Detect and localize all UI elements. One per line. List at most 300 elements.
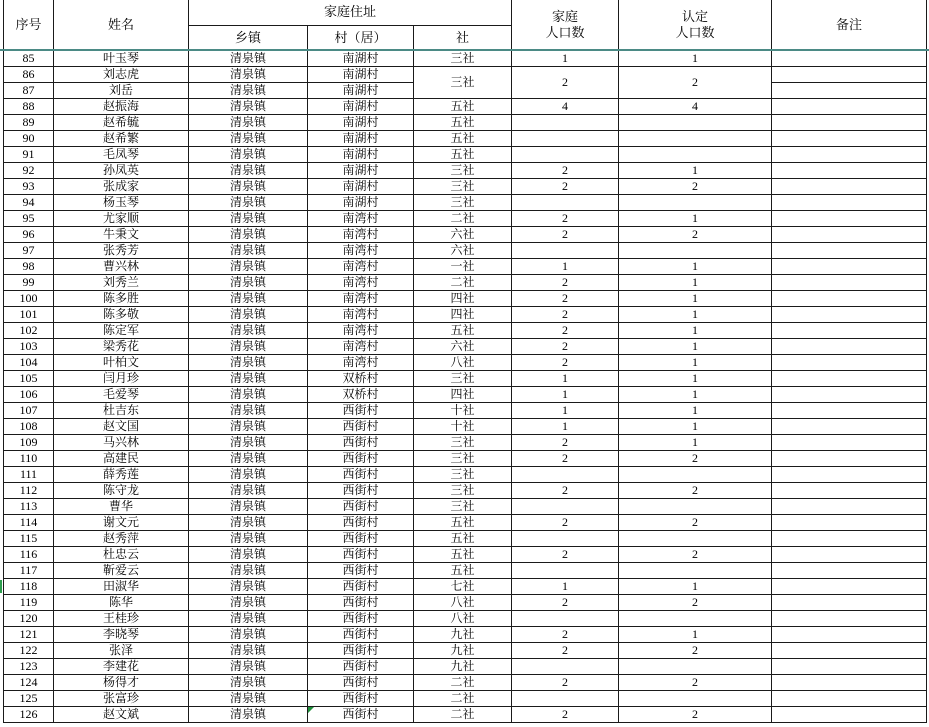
- cell-name[interactable]: 陈守龙: [54, 482, 189, 498]
- cell-serial-no[interactable]: 126: [4, 706, 54, 722]
- cell-serial-no[interactable]: 107: [4, 402, 54, 418]
- cell-household-size[interactable]: [512, 114, 619, 130]
- cell-name[interactable]: 叶玉琴: [54, 50, 189, 66]
- cell-serial-no[interactable]: 87: [4, 82, 54, 98]
- cell-village[interactable]: 西街村: [308, 434, 414, 450]
- cell-serial-no[interactable]: 108: [4, 418, 54, 434]
- cell-name[interactable]: 李建花: [54, 658, 189, 674]
- cell-certified-size[interactable]: [619, 130, 772, 146]
- header-group[interactable]: 社: [414, 25, 512, 50]
- cell-name[interactable]: 陈定军: [54, 322, 189, 338]
- cell-group[interactable]: 九社: [414, 626, 512, 642]
- cell-group[interactable]: 二社: [414, 210, 512, 226]
- cell-serial-no[interactable]: 92: [4, 162, 54, 178]
- cell-serial-no[interactable]: 89: [4, 114, 54, 130]
- cell-household-size[interactable]: 2: [512, 674, 619, 690]
- cell-household-size[interactable]: 2: [512, 274, 619, 290]
- cell-remark[interactable]: [772, 306, 927, 322]
- cell-remark[interactable]: [772, 162, 927, 178]
- cell-village[interactable]: 南湾村: [308, 258, 414, 274]
- cell-name[interactable]: 杜吉东: [54, 402, 189, 418]
- cell-serial-no[interactable]: 100: [4, 290, 54, 306]
- cell-certified-size[interactable]: [619, 562, 772, 578]
- cell-town[interactable]: 清泉镇: [189, 530, 308, 546]
- cell-group[interactable]: 三社: [414, 50, 512, 66]
- cell-remark[interactable]: [772, 578, 927, 594]
- cell-name[interactable]: 张成家: [54, 178, 189, 194]
- cell-town[interactable]: 清泉镇: [189, 242, 308, 258]
- cell-household-size[interactable]: 2: [512, 210, 619, 226]
- cell-group[interactable]: 五社: [414, 514, 512, 530]
- cell-group[interactable]: 三社: [414, 466, 512, 482]
- cell-name[interactable]: 薛秀莲: [54, 466, 189, 482]
- cell-name[interactable]: 赵文国: [54, 418, 189, 434]
- cell-serial-no[interactable]: 111: [4, 466, 54, 482]
- cell-town[interactable]: 清泉镇: [189, 322, 308, 338]
- cell-remark[interactable]: [772, 562, 927, 578]
- cell-household-size[interactable]: [512, 610, 619, 626]
- cell-town[interactable]: 清泉镇: [189, 674, 308, 690]
- cell-village[interactable]: 南湾村: [308, 290, 414, 306]
- cell-town[interactable]: 清泉镇: [189, 194, 308, 210]
- cell-household-size[interactable]: 2: [512, 626, 619, 642]
- cell-remark[interactable]: [772, 66, 927, 82]
- cell-name[interactable]: 陈多胜: [54, 290, 189, 306]
- cell-village[interactable]: 西街村: [308, 690, 414, 706]
- cell-remark[interactable]: [772, 674, 927, 690]
- cell-serial-no[interactable]: 104: [4, 354, 54, 370]
- cell-name[interactable]: 孙凤英: [54, 162, 189, 178]
- cell-village[interactable]: 南湾村: [308, 322, 414, 338]
- cell-town[interactable]: 清泉镇: [189, 642, 308, 658]
- cell-group[interactable]: 五社: [414, 562, 512, 578]
- cell-group[interactable]: 四社: [414, 386, 512, 402]
- cell-group[interactable]: 十社: [414, 418, 512, 434]
- cell-household-size[interactable]: 1: [512, 370, 619, 386]
- cell-town[interactable]: 清泉镇: [189, 98, 308, 114]
- cell-village[interactable]: 西街村: [308, 626, 414, 642]
- cell-town[interactable]: 清泉镇: [189, 386, 308, 402]
- cell-group[interactable]: 三社: [414, 178, 512, 194]
- cell-serial-no[interactable]: 88: [4, 98, 54, 114]
- cell-village[interactable]: 西街村: [308, 482, 414, 498]
- cell-household-size[interactable]: 2: [512, 482, 619, 498]
- cell-group[interactable]: 二社: [414, 674, 512, 690]
- cell-remark[interactable]: [772, 514, 927, 530]
- cell-certified-size[interactable]: 1: [619, 338, 772, 354]
- cell-remark[interactable]: [772, 546, 927, 562]
- cell-town[interactable]: 清泉镇: [189, 162, 308, 178]
- cell-household-size[interactable]: [512, 658, 619, 674]
- cell-village[interactable]: 南湾村: [308, 306, 414, 322]
- cell-certified-size[interactable]: 1: [619, 306, 772, 322]
- cell-serial-no[interactable]: 123: [4, 658, 54, 674]
- cell-name[interactable]: 赵希繁: [54, 130, 189, 146]
- cell-serial-no[interactable]: 109: [4, 434, 54, 450]
- cell-name[interactable]: 杨得才: [54, 674, 189, 690]
- cell-village[interactable]: 南湖村: [308, 82, 414, 98]
- cell-certified-size[interactable]: 1: [619, 258, 772, 274]
- cell-serial-no[interactable]: 124: [4, 674, 54, 690]
- cell-group[interactable]: 三社: [414, 434, 512, 450]
- cell-certified-size[interactable]: [619, 658, 772, 674]
- cell-group[interactable]: 五社: [414, 114, 512, 130]
- cell-remark[interactable]: [772, 98, 927, 114]
- cell-certified-size[interactable]: 1: [619, 418, 772, 434]
- cell-name[interactable]: 尤家顺: [54, 210, 189, 226]
- cell-remark[interactable]: [772, 370, 927, 386]
- cell-remark[interactable]: [772, 354, 927, 370]
- cell-certified-size[interactable]: [619, 610, 772, 626]
- cell-name[interactable]: 靳爱云: [54, 562, 189, 578]
- cell-group[interactable]: 三社: [414, 482, 512, 498]
- cell-remark[interactable]: [772, 706, 927, 722]
- cell-name[interactable]: 杨玉琴: [54, 194, 189, 210]
- cell-household-size[interactable]: 2: [512, 546, 619, 562]
- cell-serial-no[interactable]: 86: [4, 66, 54, 82]
- cell-serial-no[interactable]: 85: [4, 50, 54, 66]
- cell-town[interactable]: 清泉镇: [189, 306, 308, 322]
- cell-village[interactable]: 西街村: [308, 402, 414, 418]
- cell-name[interactable]: 张秀芳: [54, 242, 189, 258]
- cell-remark[interactable]: [772, 178, 927, 194]
- cell-remark[interactable]: [772, 114, 927, 130]
- cell-remark[interactable]: [772, 626, 927, 642]
- cell-certified-size[interactable]: 2: [619, 706, 772, 722]
- cell-serial-no[interactable]: 115: [4, 530, 54, 546]
- cell-name[interactable]: 田淑华: [54, 578, 189, 594]
- cell-remark[interactable]: [772, 290, 927, 306]
- cell-town[interactable]: 清泉镇: [189, 546, 308, 562]
- cell-household-size[interactable]: 2: [512, 162, 619, 178]
- cell-group[interactable]: 五社: [414, 546, 512, 562]
- cell-remark[interactable]: [772, 258, 927, 274]
- cell-household-size[interactable]: 2: [512, 594, 619, 610]
- cell-serial-no[interactable]: 122: [4, 642, 54, 658]
- cell-name[interactable]: 谢文元: [54, 514, 189, 530]
- cell-name[interactable]: 赵振海: [54, 98, 189, 114]
- cell-village[interactable]: 西街村: [308, 530, 414, 546]
- cell-household-size[interactable]: 2: [512, 514, 619, 530]
- cell-household-size[interactable]: 2: [512, 706, 619, 722]
- cell-village[interactable]: 南湾村: [308, 242, 414, 258]
- cell-town[interactable]: 清泉镇: [189, 338, 308, 354]
- cell-remark[interactable]: [772, 338, 927, 354]
- cell-household-size[interactable]: 2: [512, 450, 619, 466]
- cell-village[interactable]: 南湾村: [308, 338, 414, 354]
- cell-certified-size[interactable]: 2: [619, 66, 772, 98]
- cell-village[interactable]: 西街村: [308, 514, 414, 530]
- cell-village[interactable]: 西街村: [308, 498, 414, 514]
- cell-group[interactable]: 三社: [414, 66, 512, 98]
- cell-town[interactable]: 清泉镇: [189, 658, 308, 674]
- cell-remark[interactable]: [772, 418, 927, 434]
- cell-group[interactable]: 七社: [414, 578, 512, 594]
- cell-certified-size[interactable]: 2: [619, 178, 772, 194]
- cell-name[interactable]: 赵希毓: [54, 114, 189, 130]
- cell-town[interactable]: 清泉镇: [189, 498, 308, 514]
- cell-household-size[interactable]: 2: [512, 434, 619, 450]
- cell-household-size[interactable]: 2: [512, 178, 619, 194]
- cell-name[interactable]: 毛凤琴: [54, 146, 189, 162]
- cell-household-size[interactable]: [512, 498, 619, 514]
- cell-group[interactable]: 六社: [414, 242, 512, 258]
- cell-serial-no[interactable]: 101: [4, 306, 54, 322]
- cell-town[interactable]: 清泉镇: [189, 626, 308, 642]
- cell-remark[interactable]: [772, 498, 927, 514]
- cell-serial-no[interactable]: 110: [4, 450, 54, 466]
- header-serial-no[interactable]: 序号: [4, 0, 54, 50]
- cell-group[interactable]: 三社: [414, 194, 512, 210]
- cell-certified-size[interactable]: 1: [619, 402, 772, 418]
- cell-serial-no[interactable]: 90: [4, 130, 54, 146]
- cell-certified-size[interactable]: 1: [619, 162, 772, 178]
- cell-household-size[interactable]: [512, 130, 619, 146]
- cell-village[interactable]: 西街村: [308, 418, 414, 434]
- cell-household-size[interactable]: 1: [512, 50, 619, 66]
- cell-town[interactable]: 清泉镇: [189, 210, 308, 226]
- cell-household-size[interactable]: 2: [512, 642, 619, 658]
- cell-group[interactable]: 九社: [414, 642, 512, 658]
- cell-remark[interactable]: [772, 82, 927, 98]
- cell-serial-no[interactable]: 97: [4, 242, 54, 258]
- header-village[interactable]: 村（居）: [308, 25, 414, 50]
- cell-name[interactable]: 刘岳: [54, 82, 189, 98]
- cell-town[interactable]: 清泉镇: [189, 434, 308, 450]
- cell-remark[interactable]: [772, 482, 927, 498]
- cell-serial-no[interactable]: 91: [4, 146, 54, 162]
- cell-group[interactable]: 二社: [414, 274, 512, 290]
- cell-town[interactable]: 清泉镇: [189, 370, 308, 386]
- cell-household-size[interactable]: 2: [512, 338, 619, 354]
- cell-serial-no[interactable]: 117: [4, 562, 54, 578]
- cell-group[interactable]: 八社: [414, 594, 512, 610]
- cell-serial-no[interactable]: 113: [4, 498, 54, 514]
- cell-village[interactable]: 西街村: [308, 594, 414, 610]
- cell-certified-size[interactable]: 2: [619, 642, 772, 658]
- cell-remark[interactable]: [772, 386, 927, 402]
- cell-name[interactable]: 牛秉文: [54, 226, 189, 242]
- cell-name[interactable]: 杜忠云: [54, 546, 189, 562]
- cell-household-size[interactable]: 2: [512, 290, 619, 306]
- cell-household-size[interactable]: 2: [512, 306, 619, 322]
- cell-town[interactable]: 清泉镇: [189, 562, 308, 578]
- cell-name[interactable]: 陈华: [54, 594, 189, 610]
- cell-town[interactable]: 清泉镇: [189, 66, 308, 82]
- cell-village[interactable]: 西街村: [308, 706, 414, 722]
- cell-certified-size[interactable]: 2: [619, 546, 772, 562]
- cell-town[interactable]: 清泉镇: [189, 418, 308, 434]
- cell-town[interactable]: 清泉镇: [189, 146, 308, 162]
- cell-serial-no[interactable]: 119: [4, 594, 54, 610]
- cell-certified-size[interactable]: 2: [619, 674, 772, 690]
- cell-group[interactable]: 三社: [414, 370, 512, 386]
- cell-town[interactable]: 清泉镇: [189, 482, 308, 498]
- cell-certified-size[interactable]: 1: [619, 626, 772, 642]
- cell-group[interactable]: 六社: [414, 338, 512, 354]
- cell-serial-no[interactable]: 103: [4, 338, 54, 354]
- cell-remark[interactable]: [772, 130, 927, 146]
- cell-name[interactable]: 高建民: [54, 450, 189, 466]
- cell-village[interactable]: 南湾村: [308, 274, 414, 290]
- cell-serial-no[interactable]: 118: [4, 578, 54, 594]
- cell-town[interactable]: 清泉镇: [189, 706, 308, 722]
- cell-certified-size[interactable]: 2: [619, 482, 772, 498]
- cell-group[interactable]: 三社: [414, 450, 512, 466]
- cell-certified-size[interactable]: [619, 194, 772, 210]
- header-town[interactable]: 乡镇: [189, 25, 308, 50]
- cell-household-size[interactable]: 2: [512, 66, 619, 98]
- cell-name[interactable]: 刘志虎: [54, 66, 189, 82]
- cell-name[interactable]: 张泽: [54, 642, 189, 658]
- cell-serial-no[interactable]: 116: [4, 546, 54, 562]
- cell-name[interactable]: 陈多敬: [54, 306, 189, 322]
- cell-town[interactable]: 清泉镇: [189, 114, 308, 130]
- cell-remark[interactable]: [772, 194, 927, 210]
- cell-village[interactable]: 南湖村: [308, 194, 414, 210]
- cell-household-size[interactable]: 1: [512, 402, 619, 418]
- cell-group[interactable]: 二社: [414, 690, 512, 706]
- cell-group[interactable]: 五社: [414, 98, 512, 114]
- cell-village[interactable]: 西街村: [308, 562, 414, 578]
- cell-town[interactable]: 清泉镇: [189, 290, 308, 306]
- cell-certified-size[interactable]: 1: [619, 434, 772, 450]
- cell-serial-no[interactable]: 95: [4, 210, 54, 226]
- cell-town[interactable]: 清泉镇: [189, 466, 308, 482]
- cell-household-size[interactable]: 2: [512, 322, 619, 338]
- cell-certified-size[interactable]: 1: [619, 210, 772, 226]
- cell-group[interactable]: 五社: [414, 530, 512, 546]
- cell-town[interactable]: 清泉镇: [189, 50, 308, 66]
- cell-household-size[interactable]: 2: [512, 226, 619, 242]
- cell-town[interactable]: 清泉镇: [189, 130, 308, 146]
- cell-certified-size[interactable]: 1: [619, 578, 772, 594]
- cell-village[interactable]: 西街村: [308, 466, 414, 482]
- cell-serial-no[interactable]: 94: [4, 194, 54, 210]
- header-home-address[interactable]: 家庭住址: [189, 0, 512, 25]
- cell-name[interactable]: 刘秀兰: [54, 274, 189, 290]
- header-certified-size[interactable]: [619, 0, 772, 50]
- cell-remark[interactable]: [772, 530, 927, 546]
- cell-name[interactable]: 张富珍: [54, 690, 189, 706]
- cell-household-size[interactable]: 4: [512, 98, 619, 114]
- cell-group[interactable]: 二社: [414, 706, 512, 722]
- cell-serial-no[interactable]: 102: [4, 322, 54, 338]
- cell-group[interactable]: 十社: [414, 402, 512, 418]
- cell-household-size[interactable]: 1: [512, 258, 619, 274]
- cell-name[interactable]: 毛爱琴: [54, 386, 189, 402]
- cell-certified-size[interactable]: [619, 498, 772, 514]
- cell-name[interactable]: 李晓琴: [54, 626, 189, 642]
- cell-group[interactable]: 三社: [414, 498, 512, 514]
- cell-serial-no[interactable]: 106: [4, 386, 54, 402]
- cell-name[interactable]: 赵秀萍: [54, 530, 189, 546]
- cell-household-size[interactable]: [512, 562, 619, 578]
- cell-serial-no[interactable]: 112: [4, 482, 54, 498]
- cell-group[interactable]: 一社: [414, 258, 512, 274]
- cell-village[interactable]: 南湖村: [308, 50, 414, 66]
- cell-town[interactable]: 清泉镇: [189, 450, 308, 466]
- cell-serial-no[interactable]: 105: [4, 370, 54, 386]
- cell-village[interactable]: 南湖村: [308, 66, 414, 82]
- cell-certified-size[interactable]: [619, 114, 772, 130]
- cell-certified-size[interactable]: 1: [619, 50, 772, 66]
- cell-name[interactable]: 曹兴林: [54, 258, 189, 274]
- cell-certified-size[interactable]: [619, 146, 772, 162]
- cell-group[interactable]: 四社: [414, 290, 512, 306]
- cell-village[interactable]: 南湾村: [308, 210, 414, 226]
- cell-household-size[interactable]: 1: [512, 578, 619, 594]
- cell-serial-no[interactable]: 93: [4, 178, 54, 194]
- cell-town[interactable]: 清泉镇: [189, 178, 308, 194]
- cell-household-size[interactable]: [512, 690, 619, 706]
- cell-remark[interactable]: [772, 402, 927, 418]
- cell-serial-no[interactable]: 125: [4, 690, 54, 706]
- cell-certified-size[interactable]: 4: [619, 98, 772, 114]
- cell-name[interactable]: 王桂珍: [54, 610, 189, 626]
- cell-village[interactable]: 南湖村: [308, 114, 414, 130]
- cell-town[interactable]: 清泉镇: [189, 690, 308, 706]
- cell-certified-size[interactable]: 1: [619, 290, 772, 306]
- cell-name[interactable]: 赵文斌: [54, 706, 189, 722]
- cell-household-size[interactable]: [512, 466, 619, 482]
- cell-group[interactable]: 八社: [414, 354, 512, 370]
- cell-village[interactable]: 双桥村: [308, 386, 414, 402]
- cell-group[interactable]: 三社: [414, 162, 512, 178]
- cell-name[interactable]: 闫月珍: [54, 370, 189, 386]
- cell-town[interactable]: 清泉镇: [189, 258, 308, 274]
- cell-serial-no[interactable]: 114: [4, 514, 54, 530]
- cell-serial-no[interactable]: 98: [4, 258, 54, 274]
- cell-village[interactable]: 西街村: [308, 546, 414, 562]
- cell-village[interactable]: 南湖村: [308, 98, 414, 114]
- cell-village[interactable]: 双桥村: [308, 370, 414, 386]
- cell-town[interactable]: 清泉镇: [189, 354, 308, 370]
- cell-village[interactable]: 南湾村: [308, 226, 414, 242]
- cell-town[interactable]: 清泉镇: [189, 514, 308, 530]
- cell-town[interactable]: 清泉镇: [189, 402, 308, 418]
- cell-remark[interactable]: [772, 466, 927, 482]
- cell-remark[interactable]: [772, 274, 927, 290]
- cell-village[interactable]: 南湖村: [308, 130, 414, 146]
- cell-village[interactable]: 南湖村: [308, 162, 414, 178]
- cell-certified-size[interactable]: 2: [619, 594, 772, 610]
- cell-certified-size[interactable]: [619, 466, 772, 482]
- cell-town[interactable]: 清泉镇: [189, 578, 308, 594]
- cell-remark[interactable]: [772, 594, 927, 610]
- cell-remark[interactable]: [772, 210, 927, 226]
- header-household-size[interactable]: [512, 0, 619, 50]
- cell-village[interactable]: 南湾村: [308, 354, 414, 370]
- cell-town[interactable]: 清泉镇: [189, 610, 308, 626]
- cell-certified-size[interactable]: 2: [619, 226, 772, 242]
- cell-household-size[interactable]: 2: [512, 354, 619, 370]
- cell-group[interactable]: 八社: [414, 610, 512, 626]
- cell-group[interactable]: 四社: [414, 306, 512, 322]
- cell-certified-size[interactable]: 1: [619, 354, 772, 370]
- cell-certified-size[interactable]: 1: [619, 370, 772, 386]
- cell-serial-no[interactable]: 121: [4, 626, 54, 642]
- cell-certified-size[interactable]: [619, 242, 772, 258]
- cell-group[interactable]: 五社: [414, 322, 512, 338]
- header-name[interactable]: 姓名: [54, 0, 189, 50]
- cell-town[interactable]: 清泉镇: [189, 226, 308, 242]
- cell-remark[interactable]: [772, 322, 927, 338]
- cell-remark[interactable]: [772, 450, 927, 466]
- cell-village[interactable]: 南湖村: [308, 178, 414, 194]
- cell-group[interactable]: 五社: [414, 146, 512, 162]
- cell-remark[interactable]: [772, 642, 927, 658]
